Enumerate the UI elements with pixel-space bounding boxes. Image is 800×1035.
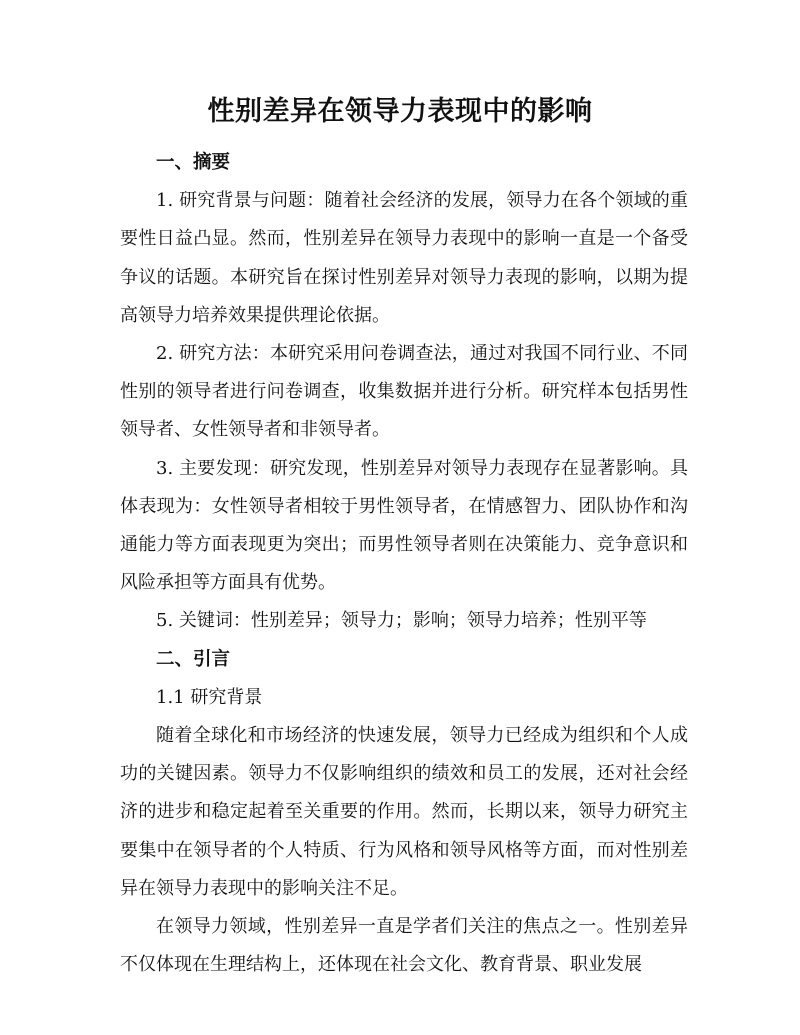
- section-heading-abstract: 一、摘要: [156, 152, 231, 173]
- introduction-paragraph-1: 随着全球化和市场经济的快速发展，领导力已经成为组织和个人成功的关键因素。领导力不仅影响组织的绩效和员工的发展，还对社会经济的进步和稳定起着至关重要的作用。然而，长期以来，领导力研究主要集中在领导者的个人特质、行为风格和领导风格等方面，而对性别差异在领导力表现中的影响关注不足。: [120, 725, 688, 899]
- document-body: [120, 144, 688, 984]
- abstract-paragraph-keywords: 5. 关键词：性别差异；领导力；影响；领导力培养；性别平等: [156, 610, 647, 632]
- subsection-heading-background: 1.1 研究背景: [156, 686, 263, 708]
- abstract-paragraph-background: 1. 研究背景与问题：随着社会经济的发展，领导力在各个领域的重要性日益凸显。然而，性别差异在领导力表现中的影响一直是一个备受争议的话题。本研究旨在探讨性别差异对领导力表现的影响，以期为提高领导力培养效果提供理论依据。: [120, 190, 688, 326]
- introduction-paragraph-2: 在领导力领域，性别差异一直是学者们关注的焦点之一。性别差异不仅体现在生理结构上，还体现在社会文化、教育背景、职业发展: [120, 916, 688, 976]
- abstract-paragraph-method: 2. 研究方法：本研究采用问卷调查法，通过对我国不同行业、不同性别的领导者进行问卷调查，收集数据并进行分析。研究样本包括男性领导者、女性领导者和非领导者。: [120, 343, 688, 441]
- section-heading-introduction: 二、引言: [156, 648, 231, 670]
- abstract-paragraph-findings: 3. 主要发现：研究发现，性别差异对领导力表现存在显著影响。具体表现为：女性领导者相较于男性领导者，在情感智力、团队协作和沟通能力等方面表现更为突出；而男性领导者则在决策能力、竞争意识和风险承担等方面具有优势。: [120, 457, 688, 594]
- document-title: 性别差异在领导力表现中的影响: [207, 96, 593, 127]
